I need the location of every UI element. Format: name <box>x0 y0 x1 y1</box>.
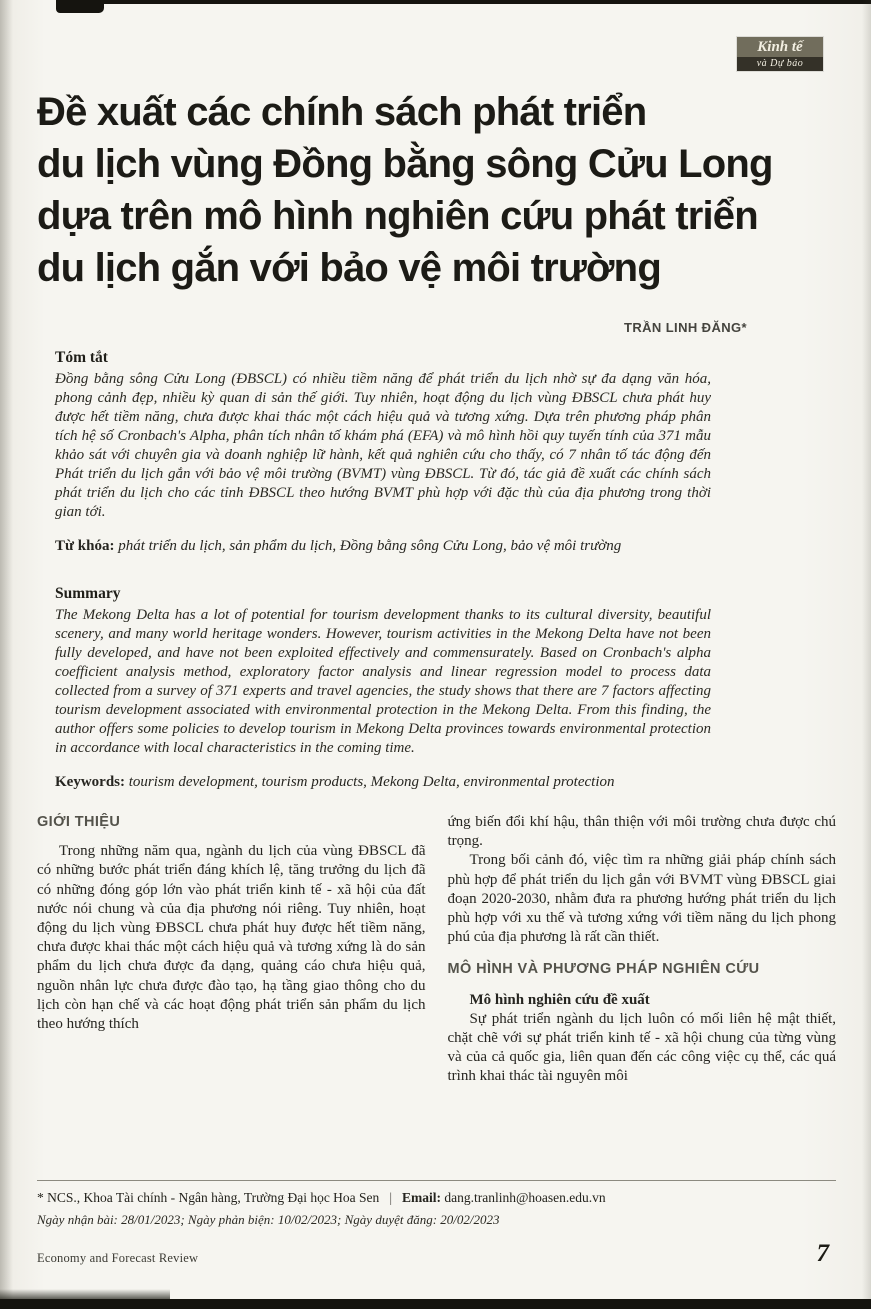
scan-artifact-top-edge <box>56 0 871 4</box>
footnote-affiliation: * NCS., Khoa Tài chính - Ngân hàng, Trường Đại học Hoa Sen <box>37 1190 380 1205</box>
abstract-block <box>55 349 711 791</box>
article-title <box>37 86 836 294</box>
footnote-affiliation-line <box>37 1190 836 1206</box>
article-title-line-1: Đề xuất các chính sách phát triển <box>37 90 647 134</box>
abstract-heading: Tóm tắt <box>55 349 108 366</box>
scan-artifact-right-edge <box>862 0 871 1309</box>
keywords-line-en <box>55 774 711 791</box>
author-name: TRẦN LINH ĐĂNG* <box>624 320 747 335</box>
intro-paragraph-right-continued: ứng biến đổi khí hậu, thân thiện với môi trường chưa được chú trọng. <box>447 814 836 850</box>
keywords-label-en: Keywords: <box>55 774 125 790</box>
footer-journal-name: Economy and Forecast Review <box>37 1251 199 1265</box>
summary-text: The Mekong Delta has a lot of potential for tourism development thanks to its cultural diversity, beautiful scenery, and many world heritage wonders. However, tourism activities in the Mekong Delta have not been fully developed, and have not been exploited effectively and commensurately. Based on Cronbach's alpha coefficient analysis method, exploratory factor analysis and linear regression model to process data collected from a survey of 371 experts and travel agencies, the study shows that there are 7 factors affecting tourism development associated with environmental protection in the Mekong Delta. From this finding, the author offers some policies to develop tourism in Mekong Delta provinces towards environmental protection in accordance with local characteristics in the coming time. <box>55 607 711 756</box>
journal-logo-badge <box>737 37 823 71</box>
footnote-email: dang.tranlinh@hoasen.edu.vn <box>444 1190 606 1205</box>
article-title-line-4: du lịch gắn với bảo vệ môi trường <box>37 246 661 290</box>
journal-logo-line2: và Dự báo <box>737 57 823 71</box>
intro-paragraph-right: Trong bối cảnh đó, việc tìm ra những giải pháp chính sách phù hợp để phát triển du lịch gắn với BVMT vùng ĐBSCL giai đoạn 2020-2030, nhằm đưa ra phương hướng phát triển du lịch phù hợp với xu thế và tương xứng với tiềm năng du lịch phong phú của địa phương là rất cần thiết. <box>447 852 836 946</box>
body-column-left <box>37 813 426 1125</box>
method-subheading: Mô hình nghiên cứu đề xuất <box>469 991 650 1008</box>
keywords-line-vi <box>55 538 711 555</box>
keywords-label-vi: Từ khóa: <box>55 538 115 554</box>
journal-logo-line1: Kinh tế <box>737 37 823 57</box>
footer-page-number: 7 <box>816 1240 829 1267</box>
footnote-email-label: Email: <box>402 1190 445 1205</box>
scan-artifact-bottom-edge <box>0 1299 871 1309</box>
intro-paragraph-left: Trong những năm qua, ngành du lịch của vùng ĐBSCL đã có những bước phát triển đáng khích lệ, tăng trưởng du lịch đã có những đóng góp lớn vào phát triển kinh tế - xã hội của đất nước nói chung và của địa phương nói riêng. Tuy nhiên, hoạt động du lịch vùng ĐBSCL chưa phát huy được hết tiềm năng, chưa được khai thác một cách hiệu quả và tương xứng là do sản phẩm du lịch chưa được đa dạng, quảng cáo chưa hiệu quả, nguồn nhân lực chưa được đào tạo, hạ tầng giao thông cho du lịch còn hạn chế và các hoạt động phát triển sản phẩm du lịch theo hướng thích <box>37 843 426 1033</box>
body-columns <box>37 813 836 1125</box>
scan-artifact-top-left-blob <box>56 0 104 13</box>
article-title-line-3: dựa trên mô hình nghiên cứu phát triển <box>37 194 758 238</box>
method-paragraph: Sự phát triển ngành du lịch luôn có mối liên hệ mật thiết, chặt chẽ với sự phát triển kinh tế - xã hội chung của từng vùng và của cả quốc gia, liên quan đến các công việc cụ thể, các quá trình khai thác tài nguyên môi <box>447 1010 836 1085</box>
summary-heading: Summary <box>55 585 121 602</box>
footnote <box>37 1180 836 1228</box>
keywords-text-vi: phát triển du lịch, sản phẩm du lịch, Đồng bằng sông Cửu Long, bảo vệ môi trường <box>114 538 622 554</box>
footnote-dates: Ngày nhận bài: 28/01/2023; Ngày phản biện: 10/02/2023; Ngày duyệt đăng: 20/02/2023 <box>37 1212 500 1227</box>
page-footer <box>37 1238 829 1266</box>
scan-artifact-left-edge <box>0 0 13 1309</box>
footnote-separator: | <box>389 1190 393 1205</box>
article-title-line-2: du lịch vùng Đồng bằng sông Cửu Long <box>37 142 773 186</box>
section-heading-intro: GIỚI THIỆU <box>37 814 121 830</box>
body-column-right <box>448 813 837 1125</box>
section-heading-method: MÔ HÌNH VÀ PHƯƠNG PHÁP NGHIÊN CỨU <box>447 961 760 978</box>
keywords-text-en: tourism development, tourism products, Mekong Delta, environmental protection <box>125 774 615 790</box>
abstract-text: Đồng bằng sông Cửu Long (ĐBSCL) có nhiều tiềm năng để phát triển du lịch nhờ sự đa dạng văn hóa, phong cảnh đẹp, nhiều kỳ quan di sản thế giới. Tuy nhiên, hoạt động du lịch vùng ĐBSCL chưa phát huy được hết tiềm năng, chưa được khai thác một cách hiệu quả và tương xứng. Dựa trên phương pháp phân tích hệ số Cronbach's Alpha, phân tích nhân tố khám phá (EFA) và mô hình hồi quy tuyến tính của 371 mẫu khảo sát với chuyên gia và doanh nghiệp lữ hành, kết quả nghiên cứu cho thấy, có 7 nhân tố tác động đến Phát triển du lịch gắn với bảo vệ môi trường (BVMT) vùng ĐBSCL. Từ đó, tác giả đề xuất các chính sách phát triển du lịch cho các tỉnh ĐBSCL theo hướng BVMT phù hợp với đặc thù của địa phương trong thời gian tới. <box>55 371 711 520</box>
